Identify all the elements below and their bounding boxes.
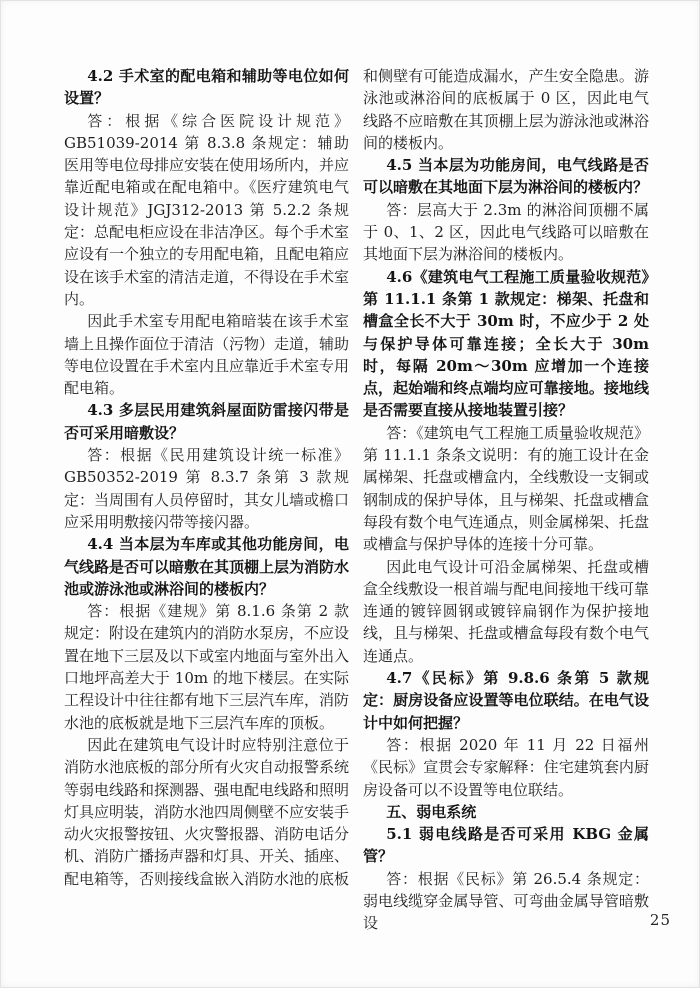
answer-paragraph: 答：根据《建规》第 8.1.6 条第 2 款规定：附设在建筑内的消防水泵房，不应设置在地下三层及以下或室内地面与室外出入口地坪高差大于 10m 的地下楼层。在实际工程设计中往往都有地下三层汽车库，消防水池的底板就是地下三层汽车库的顶板。 [64,602,350,732]
question-paragraph: 4.2 手术室的配电箱和辅助等电位如何设置？ [64,67,349,108]
left-text-column [64,65,349,890]
question-paragraph: 五、弱电系统 [386,802,477,821]
answer-paragraph: 答：根据《民用建筑设计统一标准》GB50352-2019 第 8.3.7 条第 3 款规定：当周围有人员停留时，其女儿墙或檐口应采用明敷接闪带等接闪器。 [64,446,350,531]
question-paragraph: 4.4 当本层为车库或其他功能房间，电气线路是否可以暗敷在其顶棚上层为消防水池或游泳池或淋浴间的楼板内？ [64,535,350,598]
answer-paragraph: 和侧壁有可能造成漏水，产生安全隐患。游泳池或淋浴间的底板属于 0 区，因此电气线路不应暗敷在其顶棚上层为游泳池或淋浴间的楼板内。 [363,67,649,152]
answer-paragraph: 答：《建筑电气工程施工质量验收规范》第 11.1.1 条条文说明：有的施工设计在金属梯架、托盘或槽盒内，全线敷设一支铜或钢制成的保护导体，且与梯架、托盘或槽盒每段有数个电气连通点，则金属梯架、托盘或槽盒与保护导体的连接十分可靠。 [363,423,649,554]
answer-paragraph: 因此在建筑电气设计时应特别注意位于消防水池底板的部分所有火灾自动报警系统等弱电线路和探测器、强电配电线路和照明灯具应明装，消防水池四周侧壁不应安装手动火灾报警按钮、火灾警报器、消防电话分机、消防广播扬声器和灯具、开关、插座、配电箱等，否则接线盒嵌入消防水池的底板 [64,735,350,888]
question-paragraph: 4.6《建筑电气工程施工质量验收规范》第 11.1.1 条第 1 款规定：梯架、托盘和槽盒全长不大于 30m 时，不应少于 2 处与保护导体可靠连接；全长大于 30m 时，每隔 20m～30m 应增加一个连接点，起始端和终点端均应可靠接地。接地线是否需要直接从接地装置引接？ [363,267,649,420]
page-number: 25 [649,911,671,929]
question-paragraph: 5.1 弱电线路是否可采用 KBG 金属管？ [363,825,649,866]
answer-paragraph: 因此手术室专用配电箱暗装在该手术室墙上且操作面位于清洁（污物）走道，辅助等电位设置在手术室内且应靠近手术室专用配电箱。 [64,312,350,398]
answer-paragraph: 答：根据 2020 年 11 月 22 日福州《民标》宣贯会专家解释：住宅建筑套内厨房设备可以不设置等电位联结。 [363,735,649,799]
answer-paragraph: 因此电气设计可沿金属梯架、托盘或槽盒全线敷设一根首端与配电间接地干线可靠连通的镀锌圆钢或镀锌扁钢作为保护接地线，且与梯架、托盘或槽盒每段有数个电气连通点。 [363,557,649,665]
question-paragraph: 4.5 当本层为功能房间，电气线路是否可以暗敷在其地面下层为淋浴间的楼板内？ [363,156,649,197]
question-paragraph: 4.7《民标》第 9.8.6 条第 5 款规定：厨房设备应设置等电位联结。在电气设计中如何把握？ [363,669,649,732]
answer-paragraph: 答：根据《民标》第 26.5.4 条规定：弱电线缆穿金属导管、可弯曲金属导管暗敷设 [363,869,649,933]
answer-paragraph: 答：层高大于 2.3m 的淋浴间顶棚不属于 0、1、2 区，因此电气线路可以暗敷在其地面下层为淋浴间的楼板内。 [363,200,649,264]
right-text-column [363,65,649,935]
question-paragraph: 4.3 多层民用建筑斜屋面防雷接闪带是否可采用暗敷设？ [64,401,349,442]
answer-paragraph: 答：根据《综合医院设计规范》GB51039-2014 第 8.3.8 条规定：辅助医用等电位母排应安装在使用场所内，并应靠近配电箱或在配电箱中。《医疗建筑电气设计规范》JGJ312-2013 第 5.2.2 条规定：总配电柜应设在非洁净区。每个手术室应设有一个独立的专用配电箱，且配电箱应设在该手术室的清洁走道，不得设在手术室内。 [64,111,350,308]
